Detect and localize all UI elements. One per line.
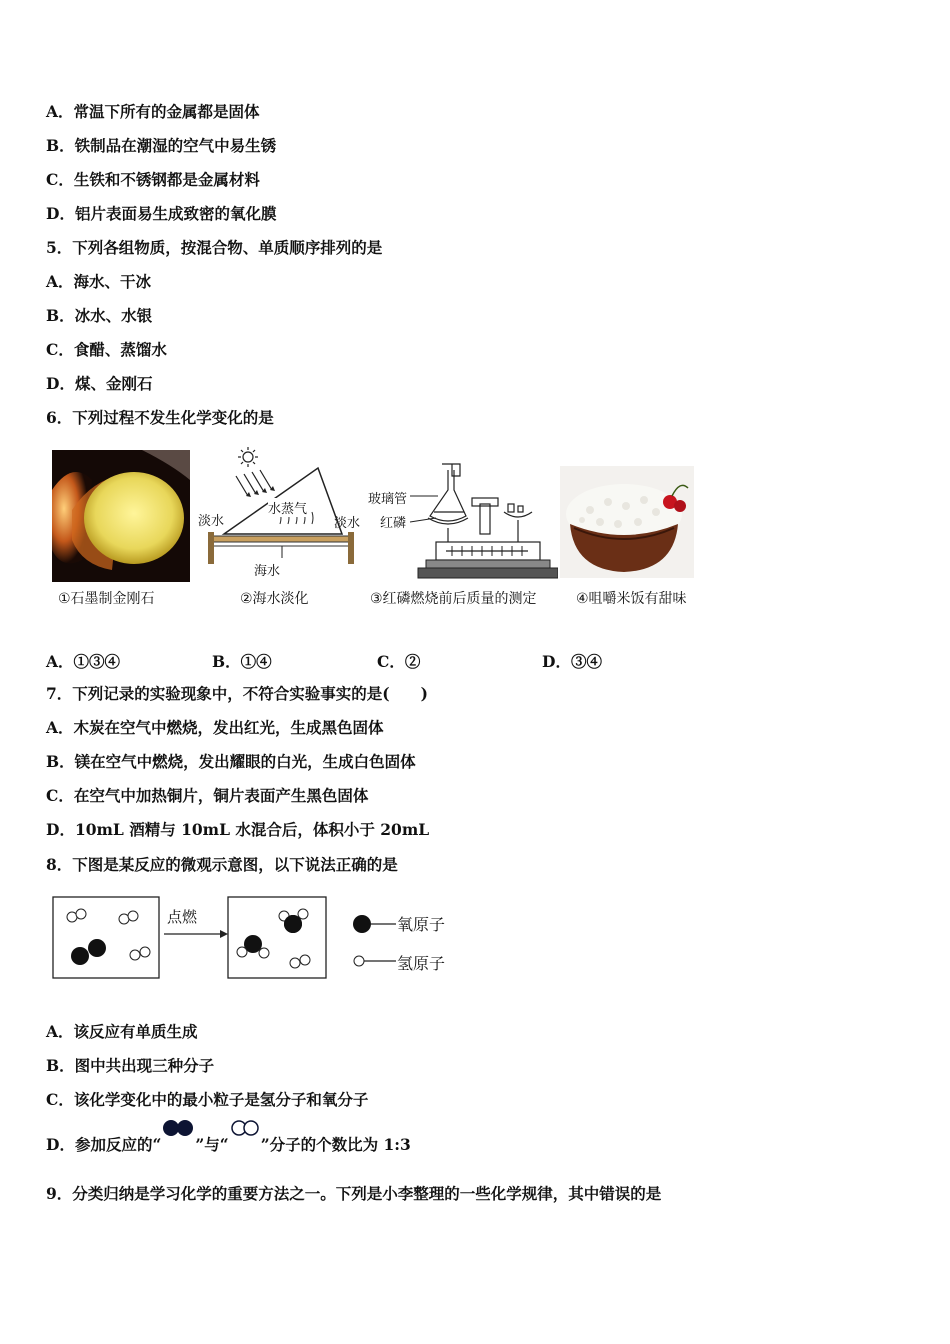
diamond-photo bbox=[52, 450, 190, 582]
label-water-vapor: 水蒸气 bbox=[268, 498, 307, 517]
q6-option-a: A．①③④ bbox=[46, 652, 121, 671]
figure-caption-1: ①石墨制金刚石 bbox=[58, 591, 155, 607]
rice-bowl-photo bbox=[560, 466, 694, 578]
q4-option-d: D．铝片表面易生成致密的氧化膜 bbox=[46, 204, 277, 223]
legend-hydrogen-atom: 氢原子 bbox=[397, 954, 446, 973]
label-sea-water: 海水 bbox=[254, 564, 281, 579]
q8-option-b: B．图中共出现三种分子 bbox=[46, 1056, 215, 1075]
q8-option-a: A．该反应有单质生成 bbox=[46, 1022, 198, 1041]
q7-option-d: D．10mL 酒精与 10mL 水混合后，体积小于 20mL bbox=[46, 820, 430, 839]
q5-option-c: C．食醋、蒸馏水 bbox=[46, 340, 167, 359]
q6-stem: 6．下列过程不发生化学变化的是 bbox=[46, 408, 274, 427]
q7-stem: 7．下列记录的实验现象中，不符合实验事实的是( ) bbox=[46, 684, 428, 703]
q4-option-b: B．铁制品在潮湿的空气中易生锈 bbox=[46, 136, 277, 155]
q8-option-d bbox=[46, 1130, 411, 1161]
figure-caption-4: ④咀嚼米饭有甜味 bbox=[576, 591, 687, 607]
q9-stem: 9．分类归纳是学习化学的重要方法之一。下列是小李整理的一些化学规律，其中错误的是 bbox=[46, 1184, 662, 1203]
q8-option-d-suffix: ”分子的个数比为 1:3 bbox=[260, 1135, 411, 1154]
q4-option-a: A．常温下所有的金属都是固体 bbox=[46, 102, 260, 121]
label-fresh-water-left: 淡水 bbox=[198, 514, 225, 529]
q6-option-b: B．①④ bbox=[212, 652, 272, 671]
q5-option-a: A．海水、干冰 bbox=[46, 272, 152, 291]
q8-stem: 8．下图是某反应的微观示意图，以下说法正确的是 bbox=[46, 855, 398, 874]
q5-stem: 5．下列各组物质，按混合物、单质顺序排列的是 bbox=[46, 238, 383, 257]
hydrogen-molecule-icon bbox=[229, 1117, 261, 1147]
figure-caption-3: ③红磷燃烧前后质量的测定 bbox=[370, 591, 537, 607]
oxygen-molecule-icon bbox=[161, 1117, 195, 1147]
q7-option-c: C．在空气中加热铜片，铜片表面产生黑色固体 bbox=[46, 786, 369, 805]
label-red-phosphorus: 红磷 bbox=[380, 516, 407, 531]
q5-option-b: B．冰水、水银 bbox=[46, 306, 153, 325]
label-fresh-water-right: 淡水 bbox=[334, 516, 361, 531]
q8-option-d-prefix: D．参加反应的“ bbox=[46, 1135, 162, 1154]
q8-option-d-middle: ”与“ bbox=[195, 1135, 229, 1154]
q8-option-c: C．该化学变化中的最小粒子是氢分子和氧分子 bbox=[46, 1090, 369, 1109]
q6-option-d: D．③④ bbox=[542, 652, 602, 671]
label-glass-tube: 玻璃管 bbox=[368, 492, 408, 507]
q7-option-a: A．木炭在空气中燃烧，发出红光，生成黑色固体 bbox=[46, 718, 384, 737]
q7-option-b: B．镁在空气中燃烧，发出耀眼的白光，生成白色固体 bbox=[46, 752, 416, 771]
arrow-label-ignite: 点燃 bbox=[167, 908, 198, 926]
q4-option-c: C．生铁和不锈钢都是金属材料 bbox=[46, 170, 260, 189]
q5-option-d: D．煤、金刚石 bbox=[46, 374, 153, 393]
legend-oxygen-atom: 氧原子 bbox=[397, 915, 446, 934]
q6-option-c: C．② bbox=[377, 652, 421, 671]
figure-caption-2: ②海水淡化 bbox=[240, 591, 309, 607]
